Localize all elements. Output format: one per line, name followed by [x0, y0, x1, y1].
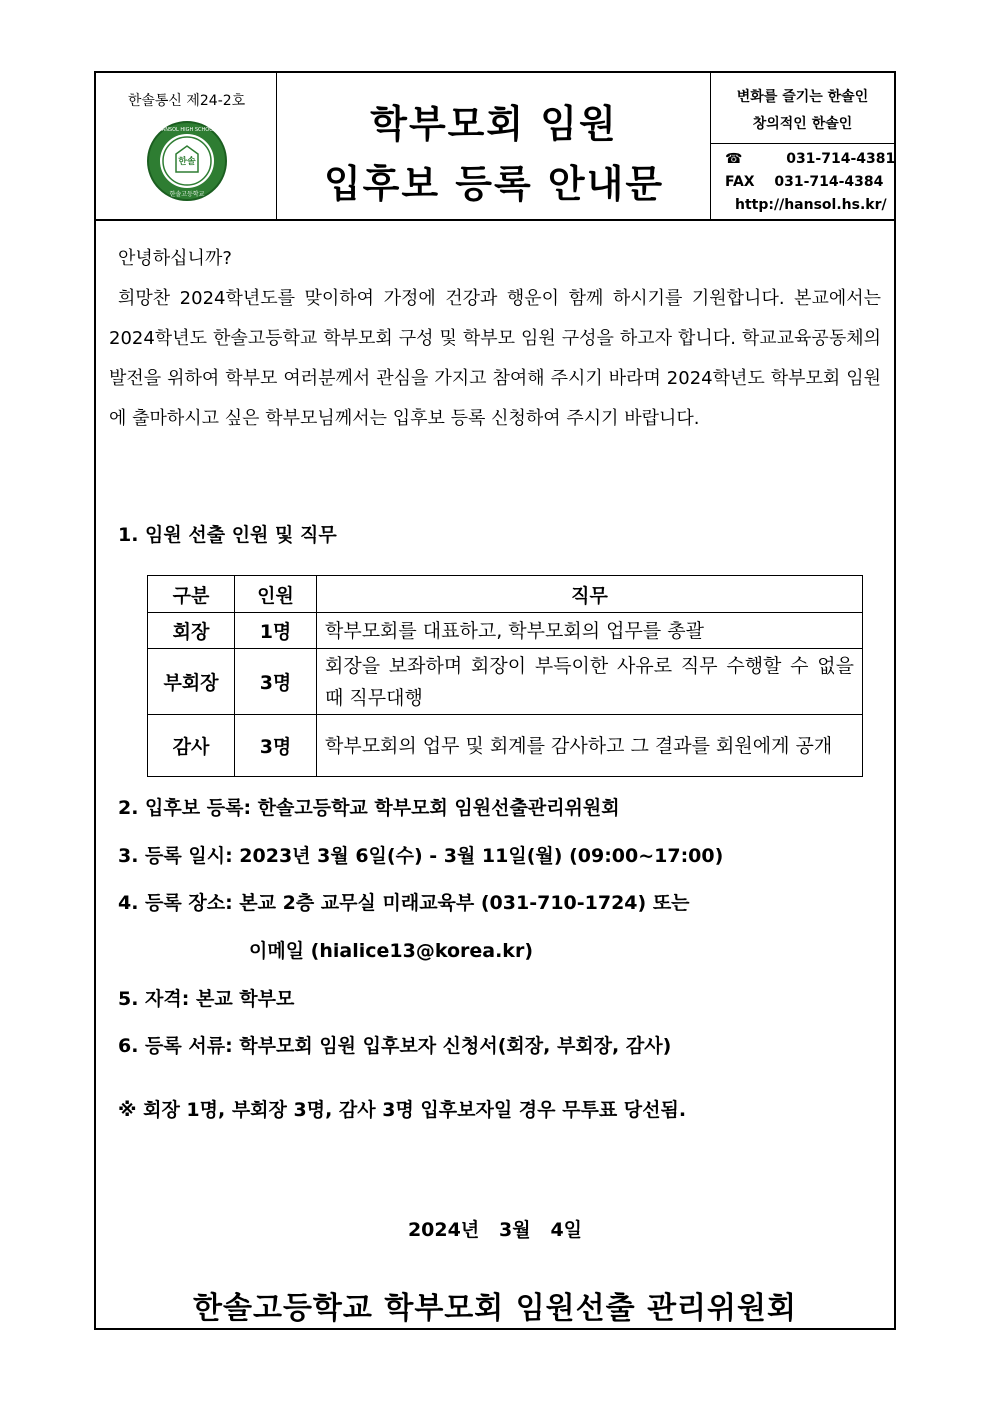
- letterhead-title: [277, 73, 711, 219]
- issue-number: 한솔통신 제24-2호: [127, 93, 246, 109]
- section-1-heading: 1. 임원 선출 인원 및 직무: [118, 524, 337, 546]
- duty-cell: 학부모회의 업무 및 회계를 감사하고 그 결과를 회원에게 공개: [317, 715, 863, 777]
- item-place: 4. 등록 장소: 본교 2층 교무실 미래교육부 (031-710-1724) 또는: [118, 892, 690, 914]
- table-row: [148, 715, 863, 777]
- table-header: 직무: [317, 576, 863, 613]
- item-email: 이메일 (hialice13@korea.kr): [249, 940, 533, 962]
- issue-date: 2024년 3월 4일: [407, 1219, 583, 1241]
- letterhead: [96, 73, 894, 221]
- item-period: 3. 등록 일시: 2023년 3월 6일(수) - 3월 11일(월) (09:00~17:00): [118, 845, 724, 867]
- fax-label: FAX: [725, 174, 755, 190]
- phone-line: [725, 151, 895, 167]
- table-row: [148, 613, 863, 649]
- intro-text: 희망찬 2024학년도를 맞이하여 가정에 건강과 행운이 함께 하시기를 기원합니다. 본교에서는 2024학년도 한솔고등학교 학부모회 구성 및 학부모 임원 구성을 하고자 합니다. 학교교육공동체의 발전을 위하여 학부모 여러분께서 관심을 가지고 참여해 주시기 바라며 2024학년도 학부모회 임원에 출마하시고 싶은 학부모님께서는 입후보 등록 신청하여 주시기 바랍니다.: [109, 288, 881, 429]
- greeting: 안녕하십니까?: [118, 248, 232, 269]
- fax-number: 031-714-4384: [774, 174, 884, 190]
- phone-icon: ☎: [725, 151, 743, 167]
- title-line-1: 학부모회 임원: [370, 102, 618, 146]
- title-line-2: 입후보 등록 안내문: [323, 162, 665, 206]
- intro-paragraph: [109, 279, 881, 439]
- count-cell: 3명: [235, 715, 317, 777]
- role-cell: 부회장: [148, 649, 235, 715]
- table-header: 구분: [148, 576, 235, 613]
- fax-line: [725, 174, 883, 190]
- divider: [711, 143, 894, 144]
- duty-cell: 회장을 보좌하며 회장이 부득이한 사유로 직무 수행할 수 없을 때 직무대행: [317, 649, 863, 715]
- role-cell: 감사: [148, 715, 235, 777]
- duty-cell: 학부모회를 대표하고, 학부모회의 업무를 총괄: [317, 613, 863, 649]
- emblem-center-text: 한솔: [178, 157, 196, 167]
- letterhead-right: [711, 73, 894, 219]
- document-frame: [94, 71, 896, 1330]
- item-registration: 2. 입후보 등록: 한솔고등학교 학부모회 임원선출관리위원회: [118, 797, 620, 819]
- count-cell: 3명: [235, 649, 317, 715]
- table-row: [148, 649, 863, 715]
- slogan-line-2: 창의적인 한솔인: [752, 116, 853, 132]
- count-cell: 1명: [235, 613, 317, 649]
- school-emblem-icon: [146, 120, 228, 202]
- emblem-ring-text: HANSOL HIGH SCHOOL: [158, 127, 216, 133]
- issuer: 한솔고등학교 학부모회 임원선출 관리위원회: [193, 1291, 797, 1326]
- officer-table: [147, 575, 863, 777]
- role-cell: 회장: [148, 613, 235, 649]
- letterhead-left: [96, 73, 277, 219]
- website-link[interactable]: http://hansol.hs.kr/: [735, 197, 887, 213]
- phone-number: 031-714-4381: [786, 151, 896, 167]
- slogan-line-1: 변화를 즐기는 한솔인: [736, 89, 869, 105]
- emblem-bottom-text: 한솔고등학교: [169, 191, 205, 198]
- item-qualification: 5. 자격: 본교 학부모: [118, 988, 295, 1010]
- note: ※ 회장 1명, 부회장 3명, 감사 3명 입후보자일 경우 무투표 당선됨.: [118, 1099, 687, 1121]
- item-documents: 6. 등록 서류: 학부모회 임원 입후보자 신청서(회장, 부회장, 감사): [118, 1035, 672, 1057]
- table-header-row: [148, 576, 863, 613]
- table-header: 인원: [235, 576, 317, 613]
